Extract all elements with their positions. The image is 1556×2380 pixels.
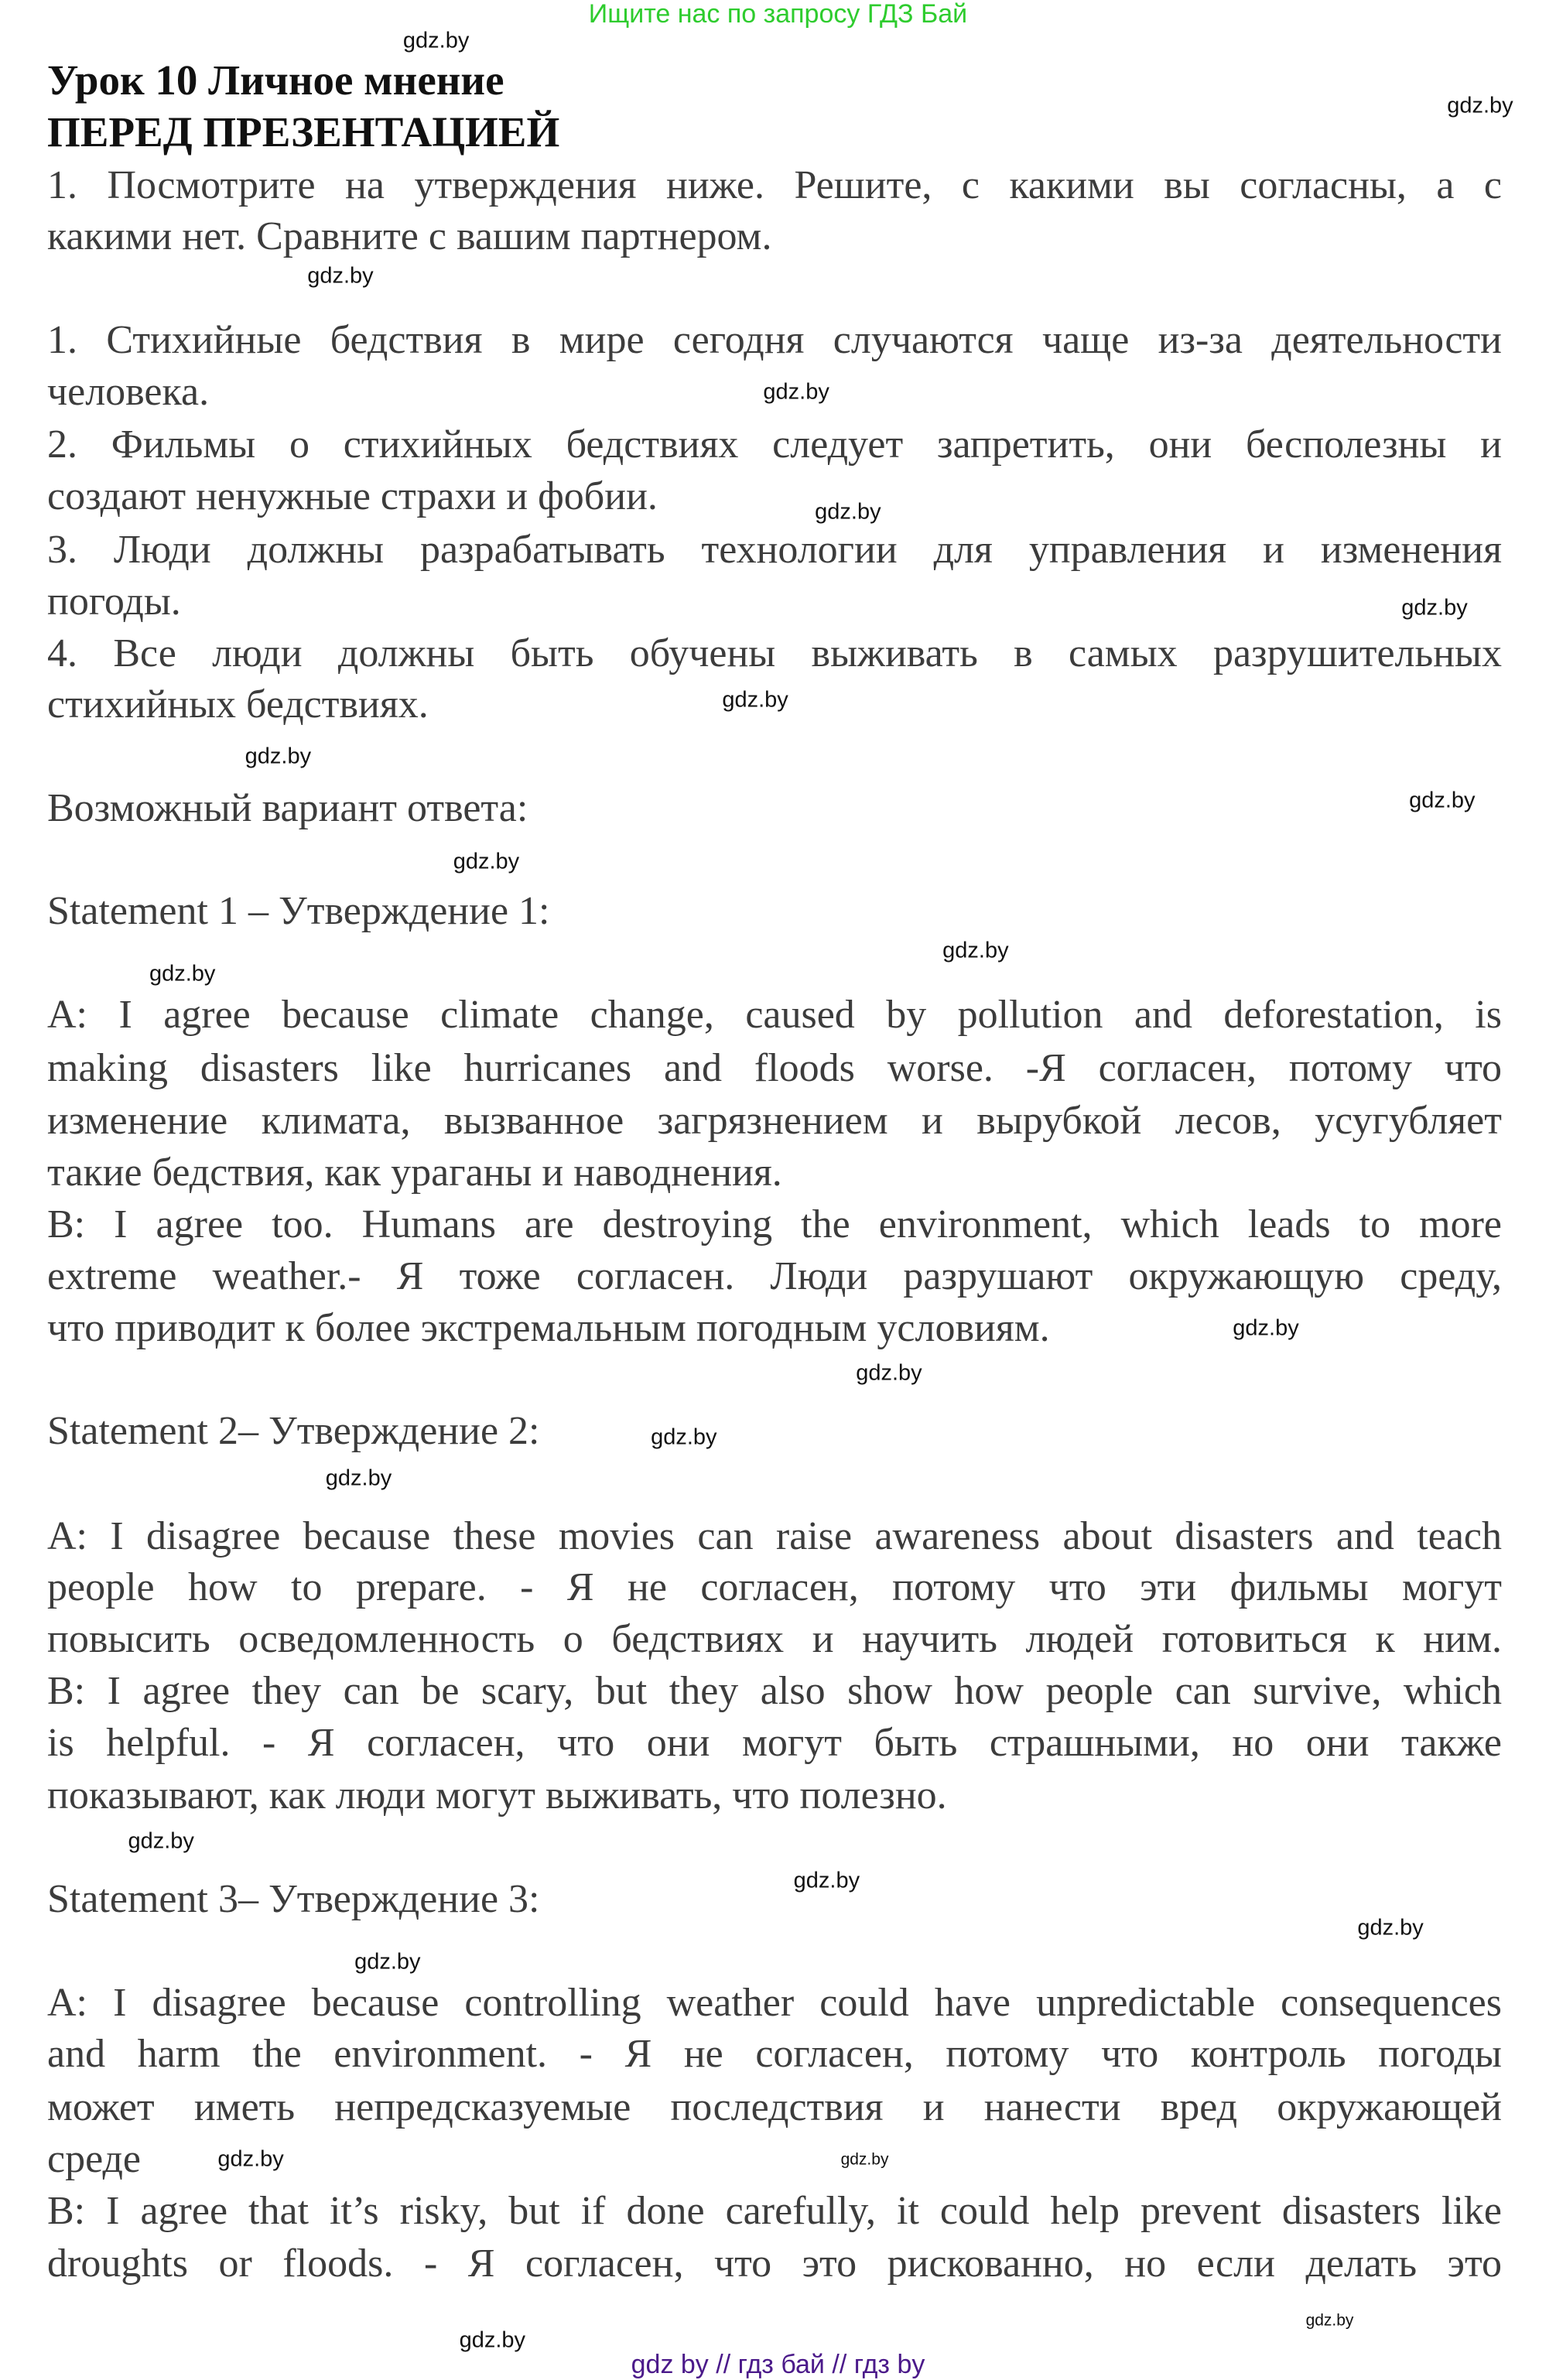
text-line: среде xyxy=(47,2136,142,2181)
search-hint-banner[interactable]: Ищите нас по запросу ГДЗ Бай xyxy=(588,0,968,29)
text-line: 1. Стихийные бедствия в мире сегодня случаются чаще из-за деятельности xyxy=(47,317,1502,362)
text-line: что приводит к более экстремальным погодным условиям. xyxy=(47,1305,1050,1350)
watermark: gdz.by xyxy=(651,1424,717,1450)
text-line: показывают, как люди могут выживать, что полезно. xyxy=(47,1773,947,1818)
watermark: gdz.by xyxy=(402,28,470,53)
text-line: B: I agree that it’s risky, but if done carefully, it could help prevent disasters like xyxy=(47,2188,1502,2233)
text-line: and harm the environment. - Я не согласен, потому что контроль погоды xyxy=(47,2032,1502,2077)
text-line: making disasters like hurricanes and floods worse. -Я согласен, потому что xyxy=(47,1045,1502,1090)
watermark: gdz.by xyxy=(1401,595,1468,621)
watermark: gdz.by xyxy=(722,687,788,713)
watermark: gdz.by xyxy=(245,744,312,769)
text-line: 3. Люди должны разрабатывать технологии для управления и изменения xyxy=(47,527,1502,572)
text-line: B: I agree they can be scary, but they also show how people can survive, which xyxy=(47,1668,1502,1713)
watermark: gdz.by xyxy=(1233,1315,1299,1341)
text-line: Statement 1 – Утверждение 1: xyxy=(47,889,550,934)
watermark: gdz.by xyxy=(128,1828,194,1854)
text-line: 4. Все люди должны быть обучены выживать в самых разрушительных xyxy=(47,631,1502,675)
text-line: A: I disagree because these movies can raise awareness about disasters and teach xyxy=(47,1513,1502,1558)
lesson-title: Урок 10 Личное мнение xyxy=(47,56,504,104)
watermark: gdz.by xyxy=(354,1949,421,1975)
text-line: Возможный вариант ответа: xyxy=(47,785,528,830)
text-line: 1. Посмотрите на утверждения ниже. Решите, с какими вы согласны, а с xyxy=(47,162,1502,207)
watermark: gdz.by xyxy=(856,1360,922,1386)
watermark: gdz.by xyxy=(763,379,829,405)
watermark: gdz.by xyxy=(149,961,216,987)
text-line: 2. Фильмы о стихийных бедствиях следует запретить, они бесполезны и xyxy=(47,422,1502,467)
watermark: gdz.by xyxy=(325,1465,392,1491)
text-line: Statement 2– Утверждение 2: xyxy=(47,1409,540,1454)
text-line: droughts or floods. - Я согласен, что это рискованно, но если делать это xyxy=(47,2242,1502,2286)
text-line: people how to prepare. - Я не согласен, потому что эти фильмы могут xyxy=(47,1565,1502,1610)
text-line: B: I agree too. Humans are destroying the environment, which leads to more xyxy=(47,1202,1502,1246)
text-line: is helpful. - Я согласен, что они могут быть страшными, но они также xyxy=(47,1720,1502,1765)
text-line: какими нет. Сравните с вашим партнером. xyxy=(47,214,772,259)
text-line: A: I agree because climate change, caused by pollution and deforestation, is xyxy=(47,992,1502,1037)
watermark: gdz.by xyxy=(793,1868,860,1893)
watermark: gdz.by xyxy=(1409,788,1476,813)
text-line: человека. xyxy=(47,369,210,414)
watermark: gdz.by xyxy=(815,499,881,525)
text-line: такие бедствия, как ураганы и наводнения. xyxy=(47,1151,782,1195)
watermark: gdz.by xyxy=(1305,2311,1354,2330)
watermark: gdz.by xyxy=(307,263,374,289)
watermark: gdz.by xyxy=(942,938,1009,963)
section-title: ПЕРЕД ПРЕЗЕНТАЦИЕЙ xyxy=(47,108,560,156)
text-line: создают ненужные страхи и фобии. xyxy=(47,474,658,519)
watermark: gdz.by xyxy=(217,2146,284,2172)
text-line: изменение климата, вызванное загрязнением и вырубкой лесов, усугубляет xyxy=(47,1099,1502,1144)
text-line: extreme weather.- Я тоже согласен. Люди разрушают окружающую среду, xyxy=(47,1253,1502,1298)
watermark: gdz.by xyxy=(1447,93,1513,118)
watermark: gdz.by xyxy=(459,2327,526,2353)
text-line: погоды. xyxy=(47,579,181,624)
text-line: Statement 3– Утверждение 3: xyxy=(47,1877,540,1921)
text-line: повысить осведомленность о бедствиях и научить людей готовиться к ним. xyxy=(47,1617,1502,1662)
watermark: gdz.by xyxy=(453,849,520,874)
text-line: может иметь непредсказуемые последствия и нанести вред окружающей xyxy=(47,2085,1502,2130)
text-line: A: I disagree because controlling weather could have unpredictable consequences xyxy=(47,1980,1502,2025)
footer-links[interactable]: gdz by // гдз бай // гдз by xyxy=(631,2350,925,2379)
text-line: стихийных бедствиях. xyxy=(47,682,429,727)
watermark: gdz.by xyxy=(840,2150,889,2169)
watermark: gdz.by xyxy=(1357,1915,1424,1941)
